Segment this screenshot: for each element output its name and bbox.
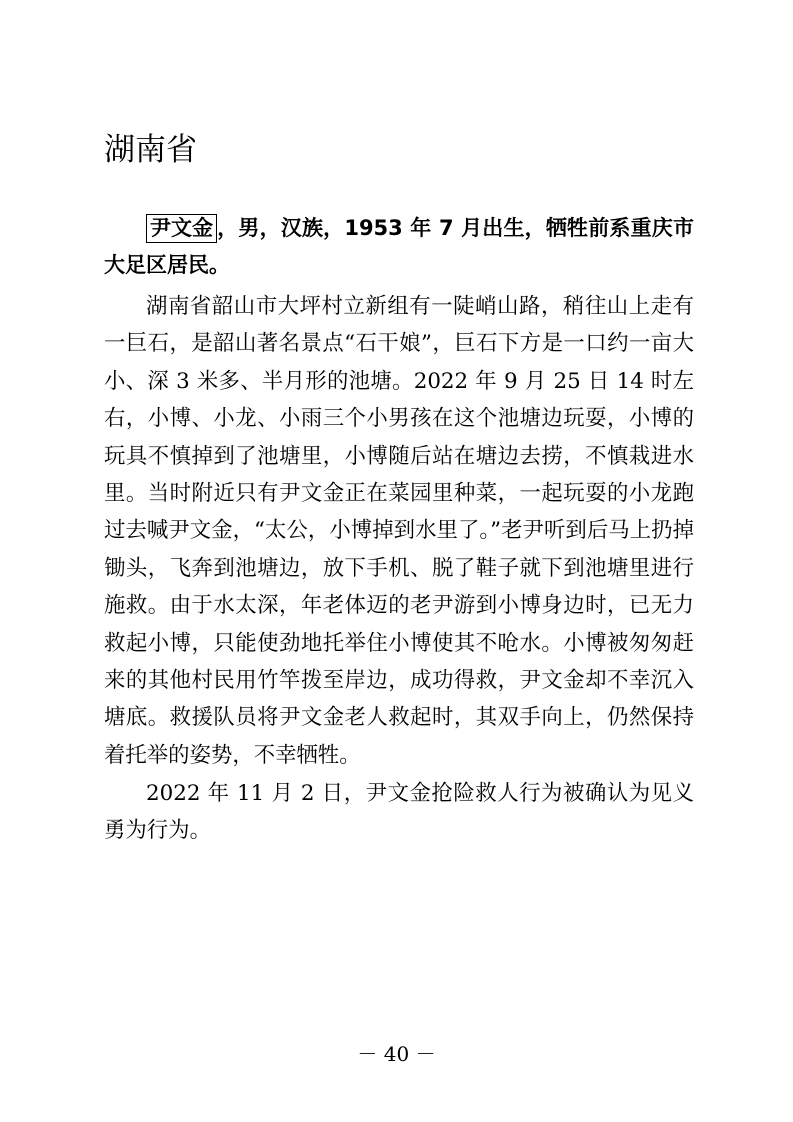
person-name: 尹文金 xyxy=(146,214,217,243)
section-title: 湖南省 xyxy=(104,132,197,168)
story-paragraph: 湖南省韶山市大坪村立新组有一陡峭山路，稍往山上走有一巨石，是韶山著名景点“石干娘”，巨石下方是一口约一亩大小、深 3 米多、半月形的池塘。2022 年 9 月 25 日 14 时左右，小博、小龙、小雨三个小男孩在这个池塘边玩耍，小博的玩具不慎掉到了池塘里，小博随后站在塘边去捞，不慎栽进水里。当时附近只有尹文金正在菜园里种菜，一起玩耍的小龙跑过去喊尹文金，“太公，小博掉到水里了。”老尹听到后马上扔掉锄头，飞奔到池塘边，放下手机、脱了鞋子就下到池塘里进行施救。由于水太深，年老体迈的老尹游到小博身边时，已无力救起小博，只能使劲地托举住小博使其不呛水。小博被匆匆赶来的其他村民用竹竿拨至岸边，成功得救，尹文金却不幸沉入塘底。救援队员将尹文金老人救起时，其双手向上，仍然保持着托举的姿势，不幸牺牲。 xyxy=(104,294,694,768)
award-paragraph: 2022 年 11 月 2 日，尹文金抢险救人行为被确认为见义勇为行为。 xyxy=(104,781,694,844)
person-intro xyxy=(104,210,694,285)
page-number: － 40 － xyxy=(357,1042,436,1066)
person-intro-text: ，男，汉族，1953 年 7 月出生，牺牲前系重庆市大足区居民。 xyxy=(104,216,694,278)
